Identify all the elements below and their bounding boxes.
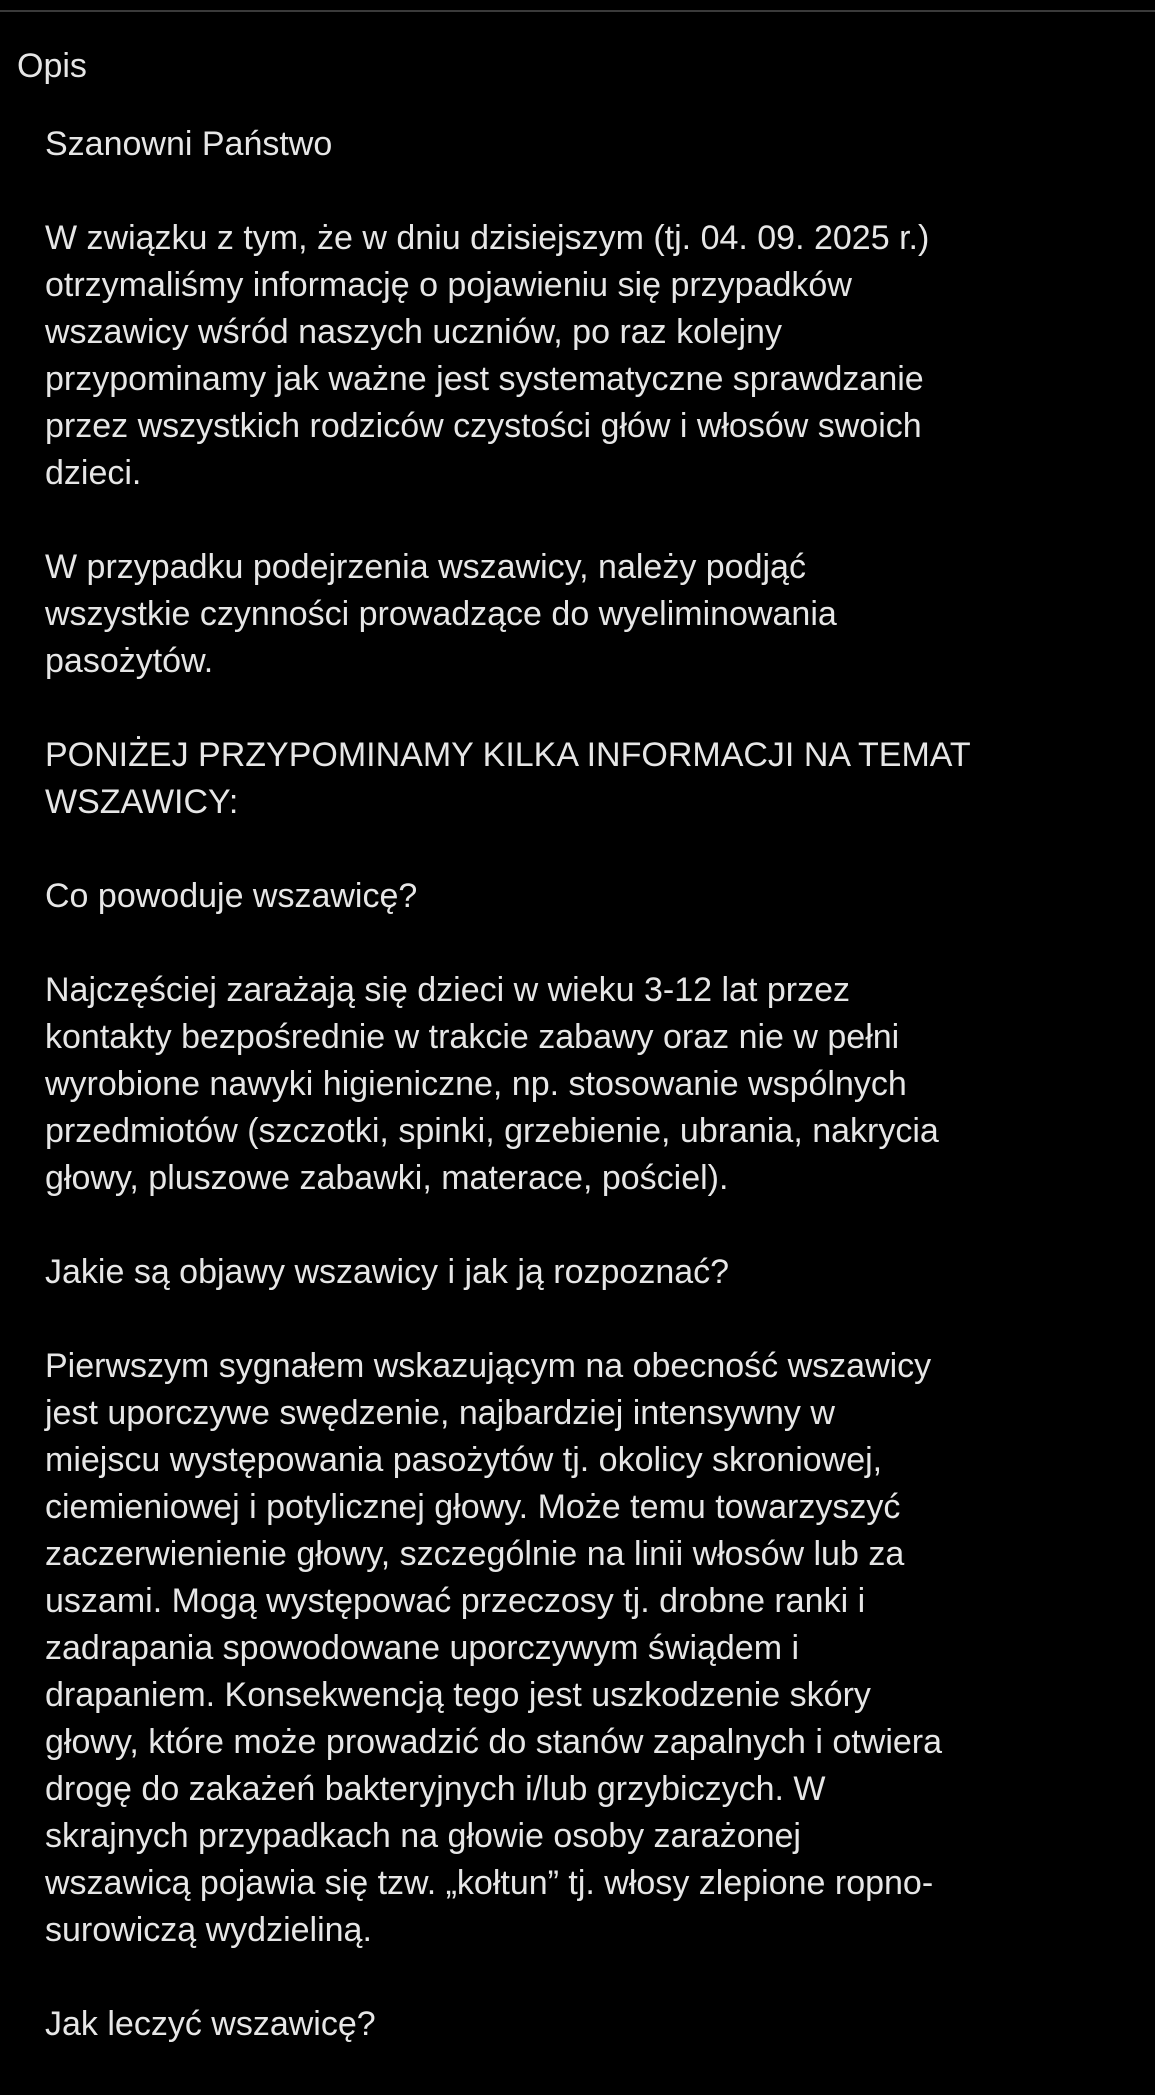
suspicion-paragraph: W przypadku podejrzenia wszawicy, należy podjąć wszystkie czynności prowadzące do wyeliminowania pasożytów. xyxy=(45,548,837,680)
question-symptoms: Jakie są objawy wszawicy i jak ją rozpoznać? xyxy=(45,1253,730,1291)
causes-paragraph: Najczęściej zarażają się dzieci w wieku 3-12 lat przez kontakty bezpośrednie w trakcie zabawy oraz nie w pełni wyrobione nawyki higieniczne, np. stosowanie wspólnych przedmiotów (szczotki, spinki, grzebienie, ubrania, nakrycia głowy, pluszowe zabawki, materace, pościel). xyxy=(45,971,939,1197)
question-causes: Co powoduje wszawicę? xyxy=(45,877,418,915)
greeting-paragraph: Szanowni Państwo xyxy=(45,125,333,163)
symptoms-paragraph: Pierwszym sygnałem wskazującym na obecność wszawicy jest uporczywe swędzenie, najbardziej intensywny w miejscu występowania pasożytów tj. okolicy skroniowej, ciemieniowej i potylicznej głowy. Może temu towarzyszyć zaczerwienienie głowy, szczególnie na linii włosów lub za uszami. Mogą występować przeczosy tj. drobne ranki i zadrapania spowodowane uporczywym świądem i drapaniem. Konsekwencją tego jest uszkodzenie skóry głowy, które może prowadzić do stanów zapalnych i otwiera drogę do zakażeń bakteryjnych i/lub grzybiczych. W skrajnych przypadkach na głowie osoby zarażonej wszawicą pojawia się tzw. „kołtun” tj. włosy zlepione ropno- surowiczą wydzieliną. xyxy=(45,1347,943,1949)
info-heading: PONIŻEJ PRZYPOMINAMY KILKA INFORMACJI NA TEMAT WSZAWICY: xyxy=(45,736,971,821)
description-text xyxy=(45,121,1105,2095)
section-label: Opis xyxy=(17,47,87,85)
intro-paragraph: W związku z tym, że w dniu dzisiejszym (tj. 04. 09. 2025 r.) otrzymaliśmy informację o pojawieniu się przypadków wszawicy wśród naszych uczniów, po raz kolejny przypominamy jak ważne jest systematyczne sprawdzanie przez wszystkich rodziców czystości głów i włosów swoich dzieci. xyxy=(45,219,930,492)
top-divider xyxy=(0,10,1155,12)
question-treatment: Jak leczyć wszawicę? xyxy=(45,2005,376,2043)
